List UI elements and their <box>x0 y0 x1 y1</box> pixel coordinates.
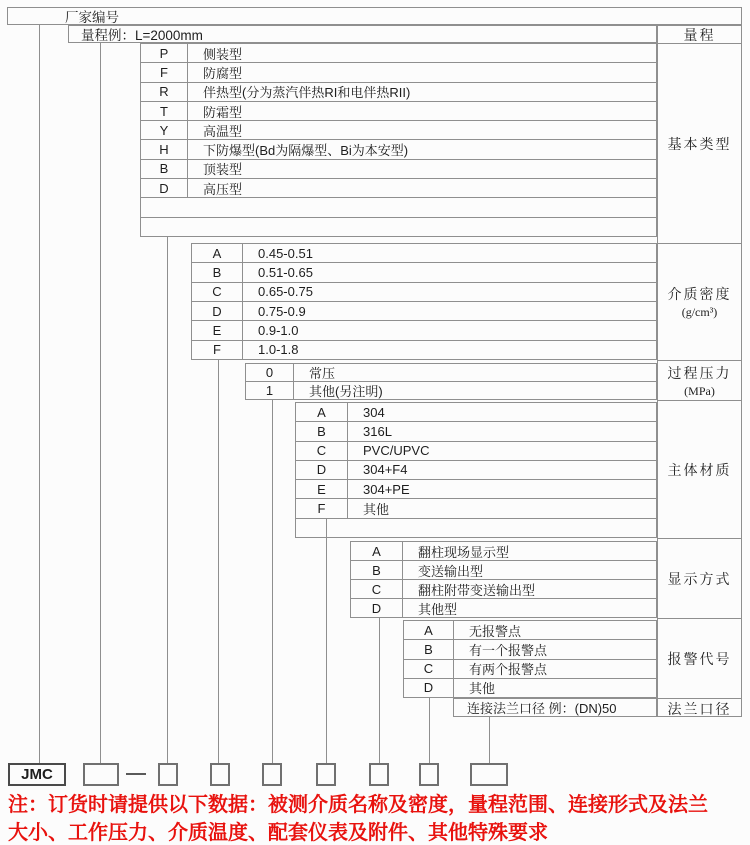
basic-type-row-0 <box>141 44 656 63</box>
option-code: F <box>296 499 348 517</box>
option-desc: 316L <box>363 423 392 439</box>
option-code: D <box>192 302 243 320</box>
option-desc: 常压 <box>309 366 336 381</box>
body-material-table <box>295 402 657 538</box>
option-code: C <box>192 283 243 301</box>
option-desc: PVC/UPVC <box>363 443 430 459</box>
medium-density-row-2 <box>192 283 656 302</box>
alarm-code-row-2 <box>404 660 656 679</box>
option-desc: 0.65-0.75 <box>258 284 313 300</box>
medium-density-row-4 <box>192 321 656 340</box>
category-process-pressure: 过程压力 (MPa) <box>658 361 741 401</box>
option-desc: 翻柱现场显示型 <box>418 544 510 560</box>
option-desc: 304 <box>363 404 385 420</box>
option-desc: 伴热型(分为蒸汽伴热RI和电伴热RII) <box>203 85 411 101</box>
option-desc: 高温型 <box>203 123 243 139</box>
option-desc: 变送输出型 <box>418 563 484 579</box>
ordering-note <box>8 791 748 845</box>
medium-density-row-3 <box>192 302 656 321</box>
model-dash <box>126 773 146 775</box>
category-process-pressure-unit: (MPa) <box>684 383 715 398</box>
option-code: D <box>296 461 348 479</box>
display-mode-table <box>350 541 657 618</box>
model-box-basic-type <box>158 763 178 786</box>
manufacturer-row <box>7 7 742 25</box>
option-code: E <box>192 321 243 339</box>
option-desc: 其他 <box>469 681 496 697</box>
model-box-alarm-code <box>419 763 439 786</box>
option-desc <box>348 519 363 537</box>
range-example-label: 量程例：L=2000mm <box>81 28 203 43</box>
option-desc: 防霜型 <box>203 104 243 120</box>
option-code: C <box>404 660 454 678</box>
option-desc: 0.9-1.0 <box>258 322 299 338</box>
option-desc: 0.45-0.51 <box>258 245 313 261</box>
option-code: H <box>141 140 188 158</box>
flange-row <box>453 698 657 717</box>
option-desc: 其他 <box>363 502 390 518</box>
category-display-mode: 显示方式 <box>658 539 741 619</box>
model-prefix-box: JMC <box>8 763 66 786</box>
option-code <box>141 198 188 216</box>
option-code: D <box>404 679 454 697</box>
basic-type-row-9 <box>141 218 656 236</box>
option-code: B <box>404 640 454 658</box>
display-mode-row-3 <box>351 599 656 617</box>
alarm-code-table <box>403 620 657 698</box>
category-column <box>657 25 742 717</box>
basic-type-table <box>140 43 657 237</box>
alarm-code-row-3 <box>404 679 656 697</box>
category-medium-density-unit: (g/cm³) <box>681 305 718 319</box>
display-mode-row-0 <box>351 542 656 561</box>
option-desc <box>188 198 203 216</box>
category-medium-density: 介质密度 (g/cm³) <box>658 244 741 361</box>
option-code: C <box>351 580 403 598</box>
model-box-flange <box>470 763 508 786</box>
option-desc <box>188 218 203 236</box>
option-code: A <box>351 542 403 560</box>
option-desc: 其他型 <box>418 601 458 617</box>
option-desc: 顶装型 <box>203 162 243 178</box>
option-desc: 高压型 <box>203 181 243 197</box>
option-code: B <box>141 160 188 178</box>
option-code: R <box>141 83 188 101</box>
body-material-row-2 <box>296 442 656 461</box>
body-material-row-4 <box>296 480 656 499</box>
option-code: D <box>141 179 188 197</box>
connector-flange <box>489 717 490 763</box>
option-code: A <box>404 621 454 639</box>
option-desc: 其他(另注明) <box>309 384 383 399</box>
medium-density-row-1 <box>192 263 656 282</box>
option-code: T <box>141 102 188 120</box>
medium-density-table <box>191 243 657 360</box>
alarm-code-row-1 <box>404 640 656 659</box>
basic-type-row-8 <box>141 198 656 217</box>
connector-process-pressure <box>272 400 273 763</box>
category-basic-type: 基本类型 <box>658 44 741 244</box>
alarm-code-row-0 <box>404 621 656 640</box>
model-box-body-material <box>316 763 336 786</box>
model-box-range <box>83 763 119 786</box>
basic-type-row-6 <box>141 160 656 179</box>
basic-type-row-7 <box>141 179 656 198</box>
body-material-row-6 <box>296 519 656 537</box>
option-code: D <box>351 599 403 617</box>
option-code <box>141 218 188 236</box>
option-desc: 无报警点 <box>469 623 522 639</box>
basic-type-row-1 <box>141 63 656 82</box>
basic-type-row-5 <box>141 140 656 159</box>
manufacturer-label: 厂家编号 <box>65 10 119 25</box>
category-range: 量程 <box>658 26 741 44</box>
model-box-medium-density <box>210 763 230 786</box>
option-desc: 翻柱附带变送输出型 <box>418 582 536 598</box>
category-alarm-code: 报警代号 <box>658 619 741 699</box>
body-material-row-1 <box>296 422 656 441</box>
display-mode-row-1 <box>351 561 656 580</box>
medium-density-row-0 <box>192 244 656 263</box>
process-pressure-row-1 <box>246 382 656 399</box>
option-desc: 侧装型 <box>203 46 243 62</box>
option-desc: 有两个报警点 <box>469 662 548 678</box>
basic-type-row-4 <box>141 121 656 140</box>
process-pressure-row-0 <box>246 364 656 382</box>
model-box-process-pressure <box>262 763 282 786</box>
option-code: E <box>296 480 348 498</box>
flange-label: 连接法兰口径 例：(DN)50 <box>467 701 617 716</box>
option-desc: 下防爆型(Bd为隔爆型、Bi为本安型) <box>203 143 409 159</box>
option-code: B <box>296 422 348 440</box>
body-material-row-3 <box>296 461 656 480</box>
ordering-note-line1: 注：订货时请提供以下数据：被测介质名称及密度，量程范围、连接形式及法兰 <box>8 794 708 816</box>
connector-range <box>100 43 101 763</box>
option-desc: 304+F4 <box>363 462 408 478</box>
connector-body-material <box>326 518 327 763</box>
option-code: F <box>192 341 243 359</box>
option-code <box>296 519 348 537</box>
medium-density-row-5 <box>192 341 656 359</box>
option-code: 0 <box>246 364 294 381</box>
range-row <box>68 25 657 43</box>
ordering-note-line2: 大小、工作压力、介质温度、配套仪表及附件、其他特殊要求 <box>8 822 548 844</box>
option-code: A <box>296 403 348 421</box>
display-mode-row-2 <box>351 580 656 599</box>
connector-manufacturer <box>39 25 40 763</box>
model-box-display-mode <box>369 763 389 786</box>
option-code: B <box>351 561 403 579</box>
option-code: B <box>192 263 243 281</box>
basic-type-row-3 <box>141 102 656 121</box>
option-desc: 304+PE <box>363 481 410 497</box>
connector-alarm-code <box>429 698 430 763</box>
option-code: A <box>192 244 243 262</box>
option-code: Y <box>141 121 188 139</box>
process-pressure-table <box>245 363 657 400</box>
body-material-row-0 <box>296 403 656 422</box>
option-desc: 有一个报警点 <box>469 642 548 658</box>
category-flange: 法兰口径 <box>667 702 732 718</box>
option-code: P <box>141 44 188 62</box>
option-code: C <box>296 442 348 460</box>
category-body-material: 主体材质 <box>658 401 741 539</box>
basic-type-row-2 <box>141 83 656 102</box>
body-material-row-5 <box>296 499 656 518</box>
option-desc: 0.75-0.9 <box>258 303 306 319</box>
connector-basic-type <box>167 237 168 763</box>
option-code: F <box>141 63 188 81</box>
option-desc: 1.0-1.8 <box>258 342 299 358</box>
connector-display-mode <box>379 618 380 763</box>
option-code: 1 <box>246 382 294 399</box>
connector-medium-density <box>218 360 219 763</box>
option-desc: 防腐型 <box>203 65 243 81</box>
option-desc: 0.51-0.65 <box>258 264 313 280</box>
